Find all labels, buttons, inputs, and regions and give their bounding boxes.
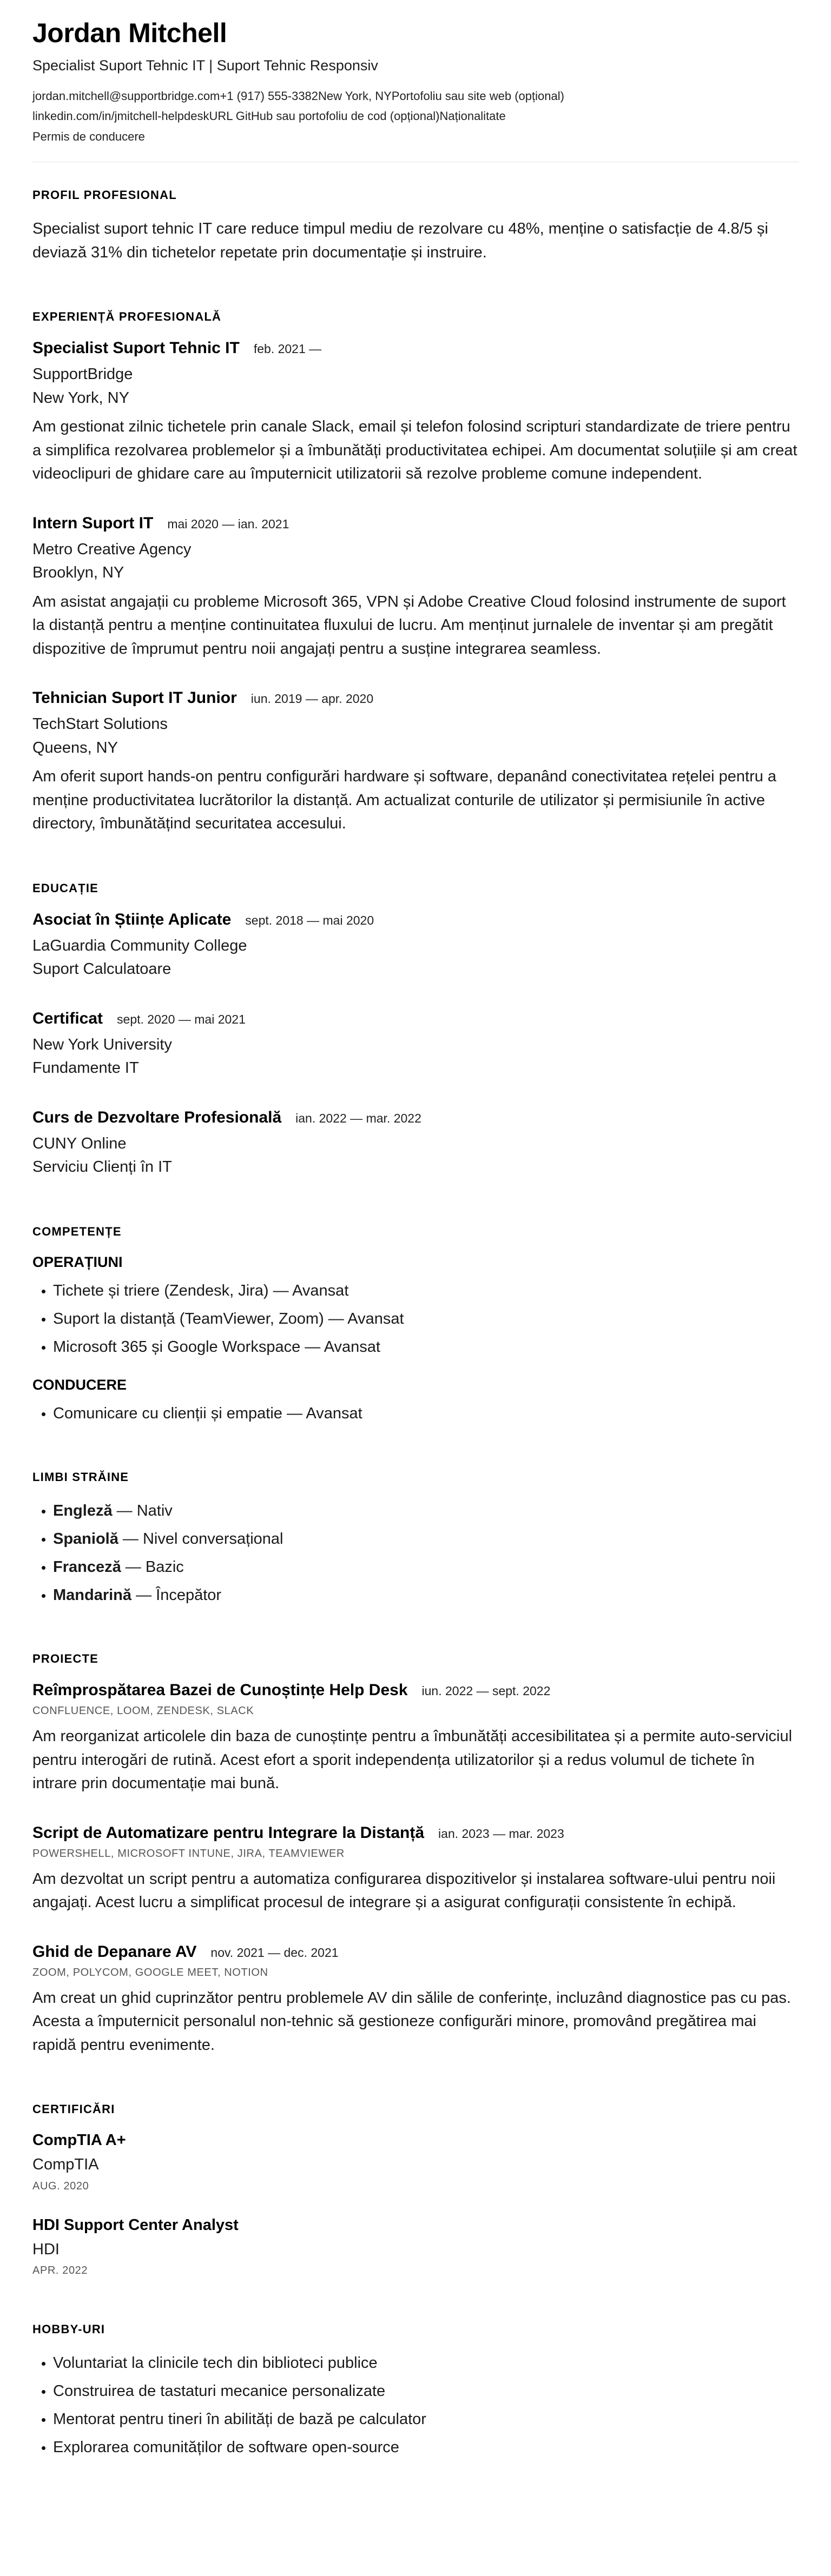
skill-item: • Comunicare cu clienții și empatie — Avansat — [53, 1402, 799, 1425]
experience-entry-head — [32, 514, 799, 533]
project-tools: ZOOM, POLYCOM, GOOGLE MEET, NOTION — [32, 1966, 268, 1979]
languages-heading: LIMBI STRĂINE — [32, 1470, 129, 1484]
job-location: Queens, NY — [32, 739, 118, 756]
education-entry — [32, 1108, 799, 1179]
skill-item: • Suport la distanță (TeamViewer, Zoom) — Avansat — [53, 1307, 799, 1330]
language-list — [32, 1499, 799, 1606]
github-placeholder-text: URL GitHub sau portofoliu de cod (opțional) — [209, 109, 440, 123]
hobby-list — [32, 2352, 799, 2459]
job-dates: iun. 2019 — apr. 2020 — [250, 692, 374, 706]
language-level: — Nativ — [112, 1502, 173, 1519]
study-field: Serviciu Clienți în IT — [32, 1158, 172, 1176]
contact-info — [32, 86, 799, 147]
nationality-label: Naționalitate — [439, 109, 506, 123]
skill-group — [32, 1377, 799, 1425]
education-entry — [32, 911, 799, 981]
project-description: Am dezvoltat un script pentru a automatiza configurarea dispozitivelor și instalarea software-ului pentru noii angajați. Acest lucru a simplificat procesul de integrare și a asigurat configurații consistente în echipă. — [32, 1870, 776, 1911]
project-entry-head — [32, 1681, 799, 1699]
certifications-heading: CERTIFICĂRI — [32, 2102, 115, 2116]
experience-entry — [32, 514, 799, 661]
job-dates: feb. 2021 — — [253, 342, 322, 356]
education-entry-head — [32, 911, 799, 929]
section-languages — [32, 1470, 799, 1606]
language-level: — Nivel conversațional — [118, 1530, 283, 1548]
skill-list — [32, 1279, 799, 1358]
language-name: Franceză — [53, 1558, 121, 1576]
section-skills — [32, 1225, 799, 1425]
job-description: Am gestionat zilnic tichetele prin canale Slack, email și telefon folosind scripturi standardizate de triere pentru a simplifica rezolvarea problemelor și a îmbunătăți productivitatea echipei. Am documentat soluțiile și am creat videoclipuri de ghidare care au împuternicit utilizatorii să rezolve probleme comune independent. — [32, 418, 797, 483]
project-description: Am creat un ghid cuprinzător pentru problemele AV din sălile de conferințe, incluzând diagnostice pas cu pas. Acesta a împuternicit personalul non-tehnic să gestioneze configurări minore, promovând pregătirea mai rapidă pentru evenimente. — [32, 1989, 791, 2054]
language-level: — Bazic — [121, 1558, 184, 1576]
project-entry — [32, 1681, 799, 1796]
contact-line-1 — [32, 86, 799, 106]
language-name: Mandarină — [53, 1586, 132, 1604]
project-title: Ghid de Depanare AV — [32, 1942, 197, 1961]
language-name: Engleză — [53, 1502, 113, 1519]
experience-entry — [32, 339, 799, 486]
profile-text: Specialist suport tehnic IT care reduce timpul mediu de rezolvare cu 48%, menține o satisfacție de 4.8/5 și deviază 31% din tichetelor repetate prin documentație și instruire. — [32, 220, 768, 261]
section-projects — [32, 1652, 799, 2057]
skill-group-title: OPERAȚIUNI — [32, 1253, 123, 1270]
experience-heading: EXPERIENȚĂ PROFESIONALĂ — [32, 310, 222, 324]
section-hobbies — [32, 2322, 799, 2459]
study-field: Suport Calculatoare — [32, 960, 172, 978]
project-dates: nov. 2021 — dec. 2021 — [210, 1945, 339, 1960]
job-description: Am asistat angajații cu probleme Microsoft 365, VPN și Adobe Creative Cloud folosind instrumente de suport la distanță pentru a menține continuitatea fluxului de lucru. Am menținut jurnalele de inventar și am pregătit dispozitive de împrumut pentru noii angajați pentru a susține integrarea seamless. — [32, 593, 786, 658]
projects-heading: PROIECTE — [32, 1652, 99, 1666]
section-certifications — [32, 2102, 799, 2277]
linkedin-text: linkedin.com/in/jmitchell-helpdesk — [32, 109, 209, 123]
language-item — [53, 1556, 799, 1578]
skill-item: • Tichete și triere (Zendesk, Jira) — Avansat — [53, 1279, 799, 1302]
job-description: Am oferit suport hands-on pentru configurări hardware și software, depanând conectivitatea rețelei pentru a menține productivitatea lucrătorilor la distanță. Am actualizat conturile de utilizator și permisiunile în active directory, îmbunătățind securitatea accesului. — [32, 768, 777, 833]
project-tools: POWERSHELL, MICROSOFT INTUNE, JIRA, TEAMVIEWER — [32, 1847, 345, 1860]
experience-entry-head — [32, 339, 799, 357]
section-experience — [32, 310, 799, 836]
education-dates: ian. 2022 — mar. 2022 — [295, 1111, 421, 1125]
education-entry-head — [32, 1010, 799, 1028]
profile-heading: PROFIL PROFESIONAL — [32, 188, 177, 202]
hobby-item: • Mentorat pentru tineri în abilități de bază pe calculator — [53, 2408, 799, 2431]
company-name: TechStart Solutions — [32, 715, 168, 733]
contact-line-3 — [32, 127, 799, 147]
skill-group-title: CONDUCERE — [32, 1376, 127, 1393]
language-level: — Începător — [131, 1586, 222, 1604]
job-title: Specialist Suport Tehnic IT — [32, 339, 240, 357]
section-education — [32, 881, 799, 1179]
project-entry-head — [32, 1824, 799, 1842]
certification-entry — [32, 2132, 799, 2193]
project-entry-head — [32, 1943, 799, 1961]
section-profile — [32, 188, 799, 264]
hobby-item: • Construirea de tastaturi mecanice personalizate — [53, 2380, 799, 2402]
resume-header — [32, 17, 799, 162]
education-dates: sept. 2020 — mai 2021 — [117, 1012, 246, 1026]
contact-line-2 — [32, 106, 799, 126]
project-title: Reîmprospătarea Bazei de Cunoștințe Help Desk — [32, 1681, 408, 1699]
skill-group — [32, 1254, 799, 1358]
phone-text: +1 (917) 555-3382 — [220, 89, 319, 103]
job-location: Brooklyn, NY — [32, 564, 124, 582]
email-text: jordan.mitchell@supportbridge.com — [32, 89, 220, 103]
driving-license-label: Permis de conducere — [32, 129, 145, 143]
person-subtitle: Specialist Suport Tehnic IT | Suport Tehnic Responsiv — [32, 57, 378, 74]
skills-heading: COMPETENȚE — [32, 1224, 122, 1238]
certification-name: HDI Support Center Analyst — [32, 2216, 239, 2234]
school-name: CUNY Online — [32, 1134, 127, 1152]
certification-date: APR. 2022 — [32, 2265, 88, 2277]
study-field: Fundamente IT — [32, 1059, 139, 1077]
school-name: LaGuardia Community College — [32, 937, 247, 954]
language-name: Spaniolă — [53, 1530, 118, 1548]
certification-issuer: CompTIA — [32, 2156, 99, 2174]
hobby-item: • Explorarea comunităților de software open-source — [53, 2436, 799, 2459]
language-item — [53, 1584, 799, 1606]
website-placeholder-text: Portofoliu sau site web (opțional) — [391, 89, 564, 103]
company-name: SupportBridge — [32, 366, 133, 383]
certification-name: CompTIA A+ — [32, 2132, 126, 2149]
project-dates: ian. 2023 — mar. 2023 — [438, 1826, 564, 1841]
degree-title: Asociat în Științe Aplicate — [32, 910, 232, 928]
degree-title: Curs de Dezvoltare Profesională — [32, 1108, 282, 1126]
language-item — [53, 1499, 799, 1522]
hobby-item: • Voluntariat la clinicile tech din biblioteci publice — [53, 2352, 799, 2374]
education-heading: EDUCAȚIE — [32, 881, 99, 895]
job-location: New York, NY — [32, 389, 129, 407]
education-entry — [32, 1010, 799, 1080]
certification-entry — [32, 2216, 799, 2278]
experience-entry-head — [32, 689, 799, 707]
skill-list — [32, 1402, 799, 1425]
school-name: New York University — [32, 1035, 172, 1053]
project-tools: CONFLUENCE, LOOM, ZENDESK, SLACK — [32, 1705, 254, 1717]
project-dates: iun. 2022 — sept. 2022 — [421, 1684, 551, 1698]
education-entry-head — [32, 1108, 799, 1127]
project-entry — [32, 1824, 799, 1915]
degree-title: Certificat — [32, 1009, 103, 1027]
project-title: Script de Automatizare pentru Integrare la Distanță — [32, 1823, 425, 1842]
job-title: Intern Suport IT — [32, 514, 154, 532]
location-text: New York, NY — [318, 89, 392, 103]
person-name: Jordan Mitchell — [32, 18, 227, 48]
job-title: Tehnician Suport IT Junior — [32, 689, 237, 707]
project-description: Am reorganizat articolele din baza de cunoștințe pentru a îmbunătăți accesibilitatea și a permite auto-serviciul pentru interogări de rutină. Acest efort a sporit independența utilizatorilor și a redus volumul de tichete în intrare prin documentație mai bună. — [32, 1728, 793, 1792]
company-name: Metro Creative Agency — [32, 540, 192, 558]
experience-entry — [32, 689, 799, 836]
job-dates: mai 2020 — ian. 2021 — [167, 516, 289, 531]
certification-date: AUG. 2020 — [32, 2180, 89, 2192]
language-item — [53, 1528, 799, 1550]
skill-item: • Microsoft 365 și Google Workspace — Avansat — [53, 1336, 799, 1358]
hobbies-heading: HOBBY-URI — [32, 2322, 105, 2336]
education-dates: sept. 2018 — mai 2020 — [245, 913, 374, 927]
project-entry — [32, 1943, 799, 2057]
certification-issuer: HDI — [32, 2240, 60, 2258]
